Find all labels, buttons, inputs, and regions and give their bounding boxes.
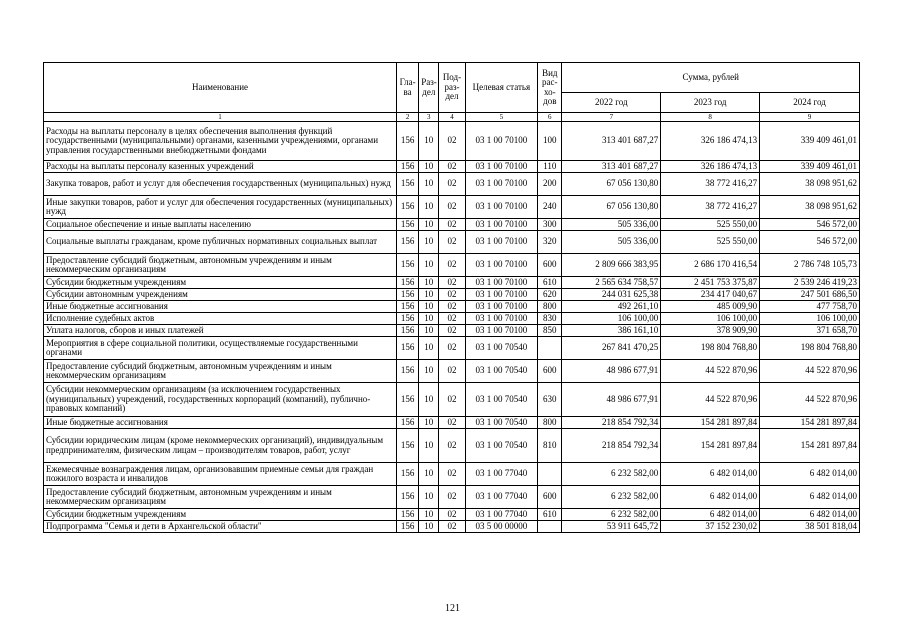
row-sum-2024: 546 572,00	[760, 219, 860, 231]
row-target-article: 03 1 00 70540	[465, 337, 538, 360]
table-row	[44, 486, 860, 509]
row-section: 10	[419, 254, 439, 277]
row-section: 10	[419, 301, 439, 313]
table-row	[44, 521, 860, 533]
table-row	[44, 383, 860, 417]
row-sum-2024: 38 098 951,62	[760, 173, 860, 196]
row-sum-2022: 492 261,10	[562, 301, 661, 313]
row-expense-type: 850	[538, 325, 562, 337]
row-sum-2023: 6 482 014,00	[661, 509, 760, 521]
row-sum-2023: 154 281 897,84	[661, 429, 760, 463]
row-sum-2023: 106 100,00	[661, 313, 760, 325]
row-chapter: 156	[397, 289, 419, 301]
row-expense-type	[538, 521, 562, 533]
header-year-2023: 2023 год	[661, 93, 760, 113]
row-expense-type: 320	[538, 231, 562, 254]
row-subsection: 02	[439, 254, 465, 277]
row-sum-2022: 6 232 582,00	[562, 509, 661, 521]
table-row	[44, 219, 860, 231]
row-target-article: 03 1 00 70100	[465, 122, 538, 161]
row-target-article: 03 1 00 70540	[465, 360, 538, 383]
row-target-article: 03 1 00 70100	[465, 301, 538, 313]
row-section: 10	[419, 231, 439, 254]
row-chapter: 156	[397, 196, 419, 219]
row-sum-2022: 6 232 582,00	[562, 463, 661, 486]
column-index: 8	[661, 113, 760, 122]
row-chapter: 156	[397, 231, 419, 254]
row-section: 10	[419, 337, 439, 360]
row-sum-2022: 2 809 666 383,95	[562, 254, 661, 277]
row-sum-2024: 2 539 246 419,23	[760, 277, 860, 289]
row-sum-2023: 38 772 416,27	[661, 173, 760, 196]
table-row	[44, 161, 860, 173]
row-target-article: 03 5 00 00000	[465, 521, 538, 533]
row-name: Социальное обеспечение и иные выплаты населению	[44, 219, 397, 231]
row-expense-type: 600	[538, 486, 562, 509]
row-target-article: 03 1 00 70100	[465, 289, 538, 301]
row-sum-2022: 48 986 677,91	[562, 383, 661, 417]
row-name: Субсидии бюджетным учреждениям	[44, 277, 397, 289]
row-sum-2024: 477 758,70	[760, 301, 860, 313]
row-section: 10	[419, 383, 439, 417]
row-sum-2024: 339 409 461,01	[760, 122, 860, 161]
row-name: Субсидии бюджетным учреждениям	[44, 509, 397, 521]
row-target-article: 03 1 00 77040	[465, 463, 538, 486]
row-sum-2022: 48 986 677,91	[562, 360, 661, 383]
row-expense-type: 200	[538, 173, 562, 196]
row-chapter: 156	[397, 429, 419, 463]
row-sum-2023: 38 772 416,27	[661, 196, 760, 219]
row-chapter: 156	[397, 173, 419, 196]
row-section: 10	[419, 277, 439, 289]
row-target-article: 03 1 00 70100	[465, 313, 538, 325]
row-expense-type	[538, 337, 562, 360]
header-year-2024: 2024 год	[760, 93, 860, 113]
table-row	[44, 313, 860, 325]
row-section: 10	[419, 289, 439, 301]
row-chapter: 156	[397, 383, 419, 417]
row-chapter: 156	[397, 337, 419, 360]
row-sum-2023: 44 522 870,96	[661, 360, 760, 383]
row-target-article: 03 1 00 70100	[465, 325, 538, 337]
row-name: Расходы на выплаты персоналу казенных учреждений	[44, 161, 397, 173]
row-subsection: 02	[439, 196, 465, 219]
row-sum-2024: 38 098 951,62	[760, 196, 860, 219]
row-section: 10	[419, 521, 439, 533]
row-sum-2023: 44 522 870,96	[661, 383, 760, 417]
row-name: Субсидии автономным учреждениям	[44, 289, 397, 301]
row-name: Социальные выплаты гражданам, кроме публичных нормативных социальных выплат	[44, 231, 397, 254]
row-sum-2023: 525 550,00	[661, 219, 760, 231]
row-chapter: 156	[397, 313, 419, 325]
row-subsection: 02	[439, 360, 465, 383]
row-name: Закупка товаров, работ и услуг для обеспечения государственных (муниципальных) нужд	[44, 173, 397, 196]
budget-table	[43, 62, 860, 533]
row-section: 10	[419, 486, 439, 509]
row-target-article: 03 1 00 70540	[465, 417, 538, 429]
row-name: Подпрограмма "Семья и дети в Архангельской области"	[44, 521, 397, 533]
row-section: 10	[419, 509, 439, 521]
row-subsection: 02	[439, 122, 465, 161]
header-target-article: Целевая статья	[465, 63, 538, 113]
row-target-article: 03 1 00 70100	[465, 161, 538, 173]
row-chapter: 156	[397, 463, 419, 486]
row-sum-2023: 2 686 170 416,54	[661, 254, 760, 277]
row-sum-2024: 6 482 014,00	[760, 463, 860, 486]
column-index: 4	[439, 113, 465, 122]
row-sum-2024: 6 482 014,00	[760, 486, 860, 509]
table-row	[44, 463, 860, 486]
page-number: 121	[445, 603, 460, 614]
table-row	[44, 429, 860, 463]
row-expense-type: 630	[538, 383, 562, 417]
row-sum-2023: 2 451 753 375,87	[661, 277, 760, 289]
header-year-2022: 2022 год	[562, 93, 661, 113]
row-subsection: 02	[439, 521, 465, 533]
row-sum-2022: 53 911 645,72	[562, 521, 661, 533]
table-row	[44, 173, 860, 196]
row-chapter: 156	[397, 509, 419, 521]
row-chapter: 156	[397, 521, 419, 533]
row-sum-2023: 525 550,00	[661, 231, 760, 254]
row-section: 10	[419, 122, 439, 161]
row-subsection: 02	[439, 486, 465, 509]
row-expense-type: 610	[538, 509, 562, 521]
table-row	[44, 417, 860, 429]
row-subsection: 02	[439, 325, 465, 337]
row-name: Уплата налогов, сборов и иных платежей	[44, 325, 397, 337]
row-sum-2022: 505 336,00	[562, 231, 661, 254]
column-index: 9	[760, 113, 860, 122]
row-sum-2022: 386 161,10	[562, 325, 661, 337]
table-row	[44, 122, 860, 161]
row-sum-2024: 44 522 870,96	[760, 383, 860, 417]
table-row	[44, 509, 860, 521]
column-index: 1	[44, 113, 397, 122]
row-expense-type: 610	[538, 277, 562, 289]
table-row	[44, 301, 860, 313]
row-name: Иные бюджетные ассигнования	[44, 301, 397, 313]
column-index: 6	[538, 113, 562, 122]
row-subsection: 02	[439, 383, 465, 417]
row-expense-type: 830	[538, 313, 562, 325]
row-expense-type: 600	[538, 360, 562, 383]
column-index-row	[44, 113, 860, 122]
row-chapter: 156	[397, 360, 419, 383]
row-chapter: 156	[397, 122, 419, 161]
row-section: 10	[419, 196, 439, 219]
row-subsection: 02	[439, 173, 465, 196]
row-sum-2023: 234 417 040,67	[661, 289, 760, 301]
row-name: Предоставление субсидий бюджетным, автономным учреждениям и иным некоммерческим организациям	[44, 486, 397, 509]
header-section: Раз-дел	[419, 63, 439, 113]
row-section: 10	[419, 161, 439, 173]
row-sum-2022: 67 056 130,80	[562, 196, 661, 219]
row-target-article: 03 1 00 77040	[465, 509, 538, 521]
row-sum-2024: 2 786 748 105,73	[760, 254, 860, 277]
row-chapter: 156	[397, 417, 419, 429]
row-expense-type: 620	[538, 289, 562, 301]
row-sum-2023: 326 186 474,13	[661, 161, 760, 173]
row-sum-2022: 218 854 792,34	[562, 417, 661, 429]
row-expense-type: 240	[538, 196, 562, 219]
row-subsection: 02	[439, 231, 465, 254]
table-row	[44, 277, 860, 289]
row-sum-2023: 326 186 474,13	[661, 122, 760, 161]
row-sum-2023: 6 482 014,00	[661, 486, 760, 509]
row-section: 10	[419, 173, 439, 196]
row-sum-2024: 154 281 897,84	[760, 417, 860, 429]
row-name: Расходы на выплаты персоналу в целях обеспечения выполнения функций государственными (муниципальными) органами, казенными учреждениями, органами управления государственными внебюджетными фондами	[44, 122, 397, 161]
row-target-article: 03 1 00 70100	[465, 277, 538, 289]
row-subsection: 02	[439, 509, 465, 521]
row-expense-type: 600	[538, 254, 562, 277]
row-section: 10	[419, 325, 439, 337]
row-subsection: 02	[439, 219, 465, 231]
row-name: Предоставление субсидий бюджетным, автономным учреждениям и иным некоммерческим организациям	[44, 360, 397, 383]
row-expense-type: 810	[538, 429, 562, 463]
row-expense-type: 300	[538, 219, 562, 231]
column-index: 2	[397, 113, 419, 122]
row-sum-2022: 106 100,00	[562, 313, 661, 325]
row-chapter: 156	[397, 325, 419, 337]
row-target-article: 03 1 00 70100	[465, 173, 538, 196]
row-sum-2024: 106 100,00	[760, 313, 860, 325]
row-sum-2024: 247 501 686,50	[760, 289, 860, 301]
column-index: 5	[465, 113, 538, 122]
row-sum-2022: 6 232 582,00	[562, 486, 661, 509]
row-sum-2024: 6 482 014,00	[760, 509, 860, 521]
table-row	[44, 289, 860, 301]
row-name: Предоставление субсидий бюджетным, автономным учреждениям и иным некоммерческим организациям	[44, 254, 397, 277]
row-chapter: 156	[397, 301, 419, 313]
row-expense-type: 110	[538, 161, 562, 173]
row-chapter: 156	[397, 486, 419, 509]
row-target-article: 03 1 00 70100	[465, 254, 538, 277]
row-section: 10	[419, 313, 439, 325]
row-subsection: 02	[439, 463, 465, 486]
table-row	[44, 196, 860, 219]
row-name: Субсидии юридическим лицам (кроме некоммерческих организаций), индивидуальным предпринимателям, физическим лицам – производителям товаров, работ, услуг	[44, 429, 397, 463]
row-subsection: 02	[439, 313, 465, 325]
row-sum-2022: 244 031 625,38	[562, 289, 661, 301]
row-sum-2022: 313 401 687,27	[562, 161, 661, 173]
row-chapter: 156	[397, 277, 419, 289]
row-sum-2022: 2 565 634 758,57	[562, 277, 661, 289]
row-subsection: 02	[439, 337, 465, 360]
row-sum-2024: 44 522 870,96	[760, 360, 860, 383]
row-chapter: 156	[397, 219, 419, 231]
row-sum-2022: 67 056 130,80	[562, 173, 661, 196]
row-sum-2023: 485 009,90	[661, 301, 760, 313]
table-row	[44, 337, 860, 360]
table-row	[44, 325, 860, 337]
row-section: 10	[419, 417, 439, 429]
row-subsection: 02	[439, 429, 465, 463]
row-target-article: 03 1 00 70100	[465, 219, 538, 231]
row-section: 10	[419, 463, 439, 486]
row-sum-2022: 218 854 792,34	[562, 429, 661, 463]
column-index: 7	[562, 113, 661, 122]
row-chapter: 156	[397, 254, 419, 277]
row-name: Мероприятия в сфере социальной политики, осуществляемые государственными органами	[44, 337, 397, 360]
row-name: Субсидии некоммерческим организациям (за исключением государственных (муниципальных) учреждений, государственных корпораций (компаний), публично-правовых компаний)	[44, 383, 397, 417]
row-sum-2022: 267 841 470,25	[562, 337, 661, 360]
row-sum-2024: 371 658,70	[760, 325, 860, 337]
row-target-article: 03 1 00 70100	[465, 196, 538, 219]
row-subsection: 02	[439, 301, 465, 313]
row-section: 10	[419, 219, 439, 231]
table-body	[44, 122, 860, 533]
column-index: 3	[419, 113, 439, 122]
row-sum-2024: 154 281 897,84	[760, 429, 860, 463]
row-sum-2024: 339 409 461,01	[760, 161, 860, 173]
row-chapter: 156	[397, 161, 419, 173]
header-subsection: Под-раз-дел	[439, 63, 465, 113]
row-target-article: 03 1 00 70540	[465, 429, 538, 463]
row-sum-2024: 546 572,00	[760, 231, 860, 254]
table-row	[44, 360, 860, 383]
row-expense-type: 100	[538, 122, 562, 161]
row-name: Иные закупки товаров, работ и услуг для обеспечения государственных (муниципальных) нужд	[44, 196, 397, 219]
row-name: Ежемесячные вознаграждения лицам, организовавшим приемные семьи для граждан пожилого возраста и инвалидов	[44, 463, 397, 486]
row-name: Иные бюджетные ассигнования	[44, 417, 397, 429]
row-section: 10	[419, 429, 439, 463]
row-expense-type: 800	[538, 301, 562, 313]
row-name: Исполнение судебных актов	[44, 313, 397, 325]
row-sum-2024: 198 804 768,80	[760, 337, 860, 360]
row-target-article: 03 1 00 70540	[465, 383, 538, 417]
row-subsection: 02	[439, 289, 465, 301]
row-sum-2023: 6 482 014,00	[661, 463, 760, 486]
row-sum-2023: 37 152 230,02	[661, 521, 760, 533]
row-sum-2023: 198 804 768,80	[661, 337, 760, 360]
row-sum-2022: 505 336,00	[562, 219, 661, 231]
row-sum-2022: 313 401 687,27	[562, 122, 661, 161]
row-subsection: 02	[439, 161, 465, 173]
row-sum-2024: 38 501 818,04	[760, 521, 860, 533]
row-sum-2023: 154 281 897,84	[661, 417, 760, 429]
row-section: 10	[419, 360, 439, 383]
header-expense-type: Вид рас-хо-дов	[538, 63, 562, 113]
row-expense-type: 800	[538, 417, 562, 429]
row-subsection: 02	[439, 277, 465, 289]
header-sum: Сумма, рублей	[562, 63, 860, 93]
row-sum-2023: 378 909,90	[661, 325, 760, 337]
row-expense-type	[538, 463, 562, 486]
row-target-article: 03 1 00 70100	[465, 231, 538, 254]
header-chapter: Гла-ва	[397, 63, 419, 113]
table-row	[44, 231, 860, 254]
row-subsection: 02	[439, 417, 465, 429]
table-row	[44, 254, 860, 277]
header-name: Наименование	[44, 63, 397, 113]
row-target-article: 03 1 00 77040	[465, 486, 538, 509]
